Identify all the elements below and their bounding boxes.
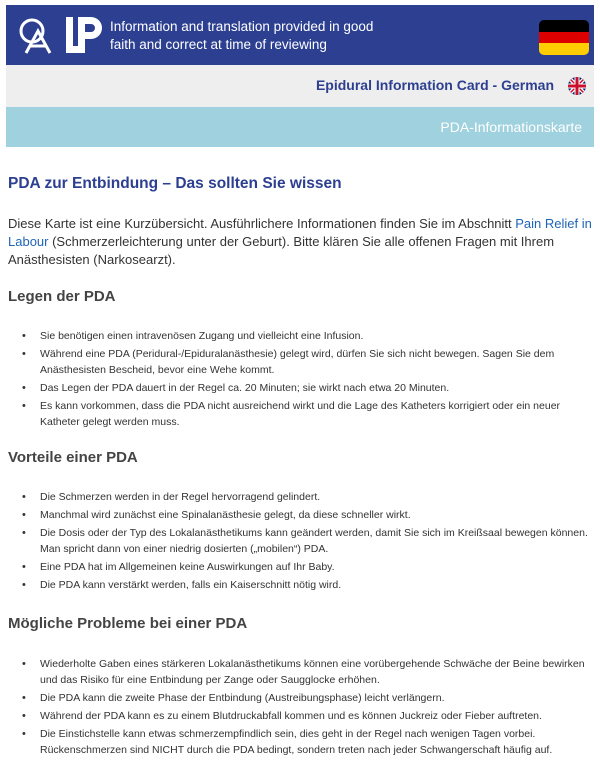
intro-paragraph: [8, 215, 592, 269]
card-title: Epidural Information Card - German: [315, 77, 554, 93]
list-item: • Es kann vorkommen, dass die PDA nicht ausreichend wirkt und die Lage des Katheters korrigiert oder ein neuer Katheter gelegt werden muss.: [8, 398, 594, 430]
german-flag-icon: [539, 20, 589, 55]
list-item: • Das Legen der PDA dauert in der Regel ca. 20 Minuten; sie wirkt nach etwa 20 Minuten.: [8, 380, 594, 396]
uk-flag-icon[interactable]: [568, 77, 586, 95]
intro-text-end: (Schmerzerleichterung unter der Geburt). Bitte klären Sie alle offenen Fragen mit Ihrem Anästhesisten (Narkosearzt).: [8, 234, 555, 267]
section-list-vorteile: [8, 489, 594, 595]
list-item: • Die Schmerzen werden in der Regel hervorragend gelindert.: [8, 489, 594, 505]
section-list-legen: [8, 328, 594, 432]
list-item: • Während der PDA kann es zu einem Blutdruckabfall kommen und es können Juckreiz oder Fieber auftreten.: [8, 708, 594, 724]
list-item: • Eine PDA hat im Allgemeinen keine Auswirkungen auf Ihr Baby.: [8, 559, 594, 575]
pain-relief-link[interactable]: Pain Relief in Labour: [8, 216, 592, 249]
list-item: • Während eine PDA (Peridural-/Epiduralanästhesie) gelegt wird, dürfen Sie sich nicht bewegen. Sagen Sie dem Anästhesisten Bescheid, bevor eine Wehe kommt.: [8, 346, 594, 378]
section-heading-legen: Legen der PDA: [8, 288, 116, 305]
disclaimer-line-2: faith and correct at time of reviewing: [110, 37, 327, 52]
banner-text: PDA-Informationskarte: [440, 119, 582, 135]
list-item: • Die Dosis oder der Typ des Lokalanästhetikums kann geändert werden, damit Sie sich im Kreißsaal bewegen können. Man spricht dann von einer niedrig dosierten („mobilen“) PDA.: [8, 525, 594, 557]
list-item: • Wiederholte Gaben eines stärkeren Lokalanästhetikums können eine vorübergehende Schwäche der Beine bewirken und das Risiko für eine Entbindung per Zange oder Saugglocke erhöhen.: [8, 656, 594, 688]
section-heading-vorteile: Vorteile einer PDA: [8, 449, 138, 466]
list-item: • Sie benötigen einen intravenösen Zugang und vielleicht eine Infusion.: [8, 328, 594, 344]
section-list-probleme: [8, 656, 594, 760]
title-bar: [6, 65, 594, 107]
list-item: • Manchmal wird zunächst eine Spinalanästhesie gelegt, da diese schneller wirkt.: [8, 507, 594, 523]
section-heading-probleme: Mögliche Probleme bei einer PDA: [8, 615, 248, 632]
list-item: • Die Einstichstelle kann etwas schmerzempfindlich sein, dies geht in der Regel nach wenigen Tagen vorbei. Rückenschmerzen sind NICHT durch die PDA bedingt, sondern treten nach jeder Schwangerschaft häufig auf.: [8, 726, 594, 758]
header-band: [6, 5, 594, 65]
list-item: • Die PDA kann die zweite Phase der Entbindung (Austreibungsphase) leicht verlängern.: [8, 690, 594, 706]
main-title: PDA zur Entbindung – Das sollten Sie wissen: [8, 175, 342, 192]
section-banner: [6, 107, 594, 147]
list-item: • Die PDA kann verstärkt werden, falls ein Kaiserschnitt nötig wird.: [8, 577, 594, 593]
disclaimer-text: [110, 18, 410, 54]
intro-text-start: Diese Karte ist eine Kurzübersicht. Ausführlichere Informationen finden Sie im Abschnitt: [8, 216, 516, 231]
content: [8, 175, 592, 269]
oaa-lp-logo: [16, 13, 104, 59]
disclaimer-line-1: Information and translation provided in good: [110, 19, 374, 34]
